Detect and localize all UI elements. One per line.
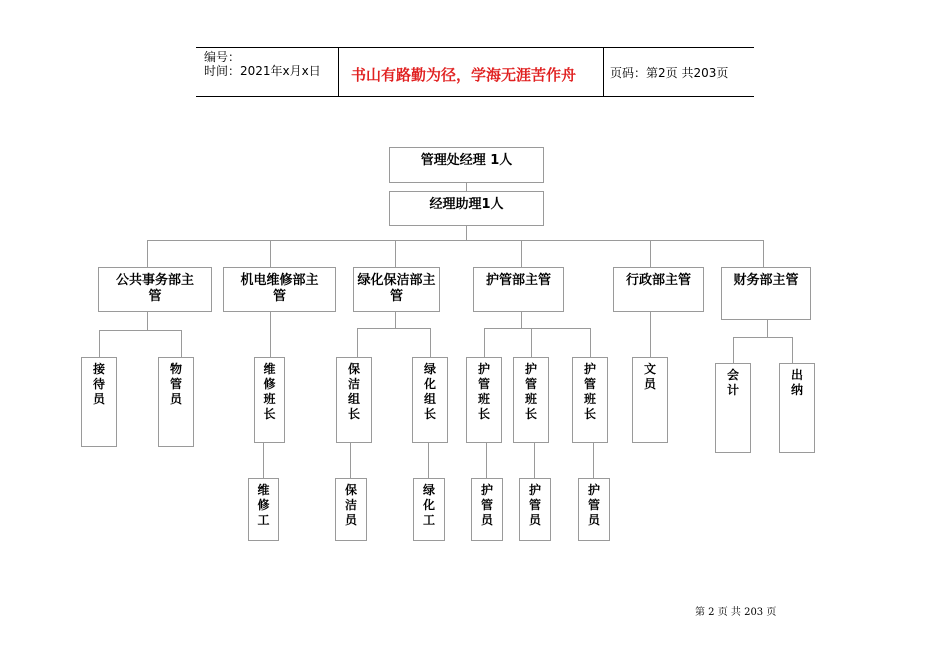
connector: [650, 240, 651, 267]
worker-box: [471, 478, 503, 541]
worker-label: 护管员: [480, 483, 493, 527]
org-box-label: 管理处经理 1人: [420, 153, 513, 168]
connector: [357, 328, 431, 329]
header-divider-left: [338, 47, 339, 97]
staff-label: 保洁组长: [347, 362, 360, 421]
connector: [590, 328, 591, 357]
staff-box: [779, 363, 815, 453]
connector: [466, 183, 467, 191]
header-top-rule: [196, 47, 754, 48]
connector: [270, 312, 271, 357]
connector: [395, 240, 396, 267]
dept-label: 机电维修部主管: [240, 273, 319, 304]
dept-label: 绿化保洁部主管: [357, 273, 436, 304]
worker-label: 绿化工: [422, 483, 435, 527]
dept-label: 财务部主管: [733, 273, 799, 288]
connector: [733, 337, 793, 338]
staff-box: [632, 357, 668, 443]
connector: [99, 330, 182, 331]
worker-label: 保洁员: [344, 483, 357, 527]
staff-box: [336, 357, 372, 443]
worker-box: [248, 478, 279, 541]
worker-box: [413, 478, 445, 541]
staff-label: 接待员: [92, 362, 105, 406]
org-box-label: 经理助理1人: [429, 197, 504, 212]
motto-text: 书山有路勤为径，学海无涯苦作舟: [351, 66, 577, 84]
time-label: 时间：2021年x月x日: [204, 64, 321, 78]
connector: [147, 240, 148, 267]
connector: [466, 226, 467, 240]
worker-box: [335, 478, 367, 541]
connector: [484, 328, 485, 357]
connector: [270, 240, 271, 267]
connector: [733, 337, 734, 363]
worker-label: 护管员: [528, 483, 541, 527]
connector: [147, 312, 148, 330]
staff-box: [513, 357, 549, 443]
dept-box-green: [353, 267, 440, 312]
dept-box-public: [98, 267, 212, 312]
connector: [484, 328, 591, 329]
staff-label: 出纳: [790, 368, 803, 397]
connector: [357, 328, 358, 357]
connector: [534, 443, 535, 478]
staff-box: [412, 357, 448, 443]
worker-label: 维修工: [257, 483, 270, 527]
header-divider-right: [603, 47, 604, 97]
staff-box: [158, 357, 194, 447]
connector: [147, 240, 763, 241]
dept-label: 行政部主管: [625, 273, 691, 288]
staff-label: 绿化组长: [423, 362, 436, 421]
staff-label: 会计: [726, 368, 739, 397]
connector: [521, 312, 522, 328]
connector: [521, 240, 522, 267]
staff-box: [466, 357, 502, 443]
org-box-assistant: [389, 191, 544, 226]
dept-label: 公共事务部主管: [115, 273, 194, 304]
connector: [350, 443, 351, 478]
dept-box-admin: [613, 267, 704, 312]
connector: [486, 443, 487, 478]
connector: [593, 443, 594, 478]
connector: [650, 312, 651, 357]
worker-label: 护管员: [587, 483, 600, 527]
number-label: 编号：: [204, 50, 241, 64]
worker-box: [578, 478, 610, 541]
header-bottom-rule: [196, 96, 754, 97]
connector: [430, 328, 431, 357]
dept-box-finance: [721, 267, 811, 320]
worker-box: [519, 478, 551, 541]
staff-label: 护管班长: [477, 362, 490, 421]
staff-label: 护管班长: [583, 362, 596, 421]
dept-label: 护管部主管: [485, 273, 551, 288]
staff-label: 维修班长: [263, 362, 276, 421]
connector: [767, 320, 768, 337]
staff-label: 物管员: [169, 362, 182, 406]
staff-label: 文员: [643, 362, 656, 391]
staff-box: [254, 357, 285, 443]
dept-box-mech: [223, 267, 336, 312]
org-box-manager: [389, 147, 544, 183]
connector: [428, 443, 429, 478]
staff-label: 护管班长: [524, 362, 537, 421]
connector: [763, 240, 764, 267]
staff-box: [81, 357, 117, 447]
connector: [531, 328, 532, 357]
connector: [181, 330, 182, 357]
connector: [263, 443, 264, 478]
page-footer: 第 2 页 共 203 页: [695, 607, 777, 618]
dept-box-security: [473, 267, 564, 312]
staff-box: [715, 363, 751, 453]
connector: [99, 330, 100, 357]
page-info: 页码：第2页 共203页: [610, 66, 729, 80]
staff-box: [572, 357, 608, 443]
connector: [792, 337, 793, 363]
connector: [395, 312, 396, 328]
